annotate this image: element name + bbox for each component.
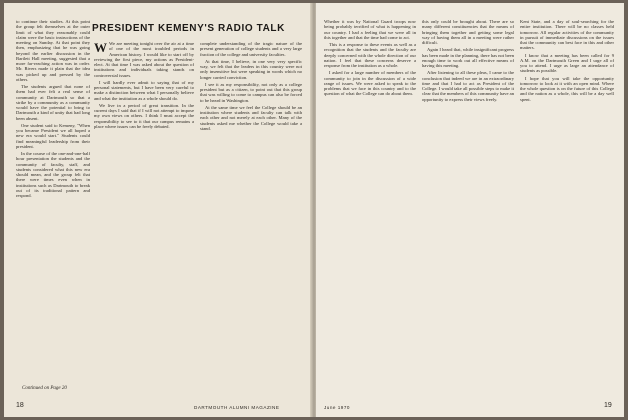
paragraph: At the same time we feel the College should be an institution where students and faculty can talk with each other and not merely at each other. Many of the students asked me whether the College would take a stand. xyxy=(200,104,302,131)
paragraph: W We are meeting tonight over the air at a time of one of the most troubled periods in American history. I would like to start off by reviewing the first piece, my actions as President-elect. At that time I was asked about the question of institutions and individuals taking stands on controversial issues. xyxy=(94,41,194,78)
paragraph: I hope that you will take the opportunity tomorrow to look at it with an open mind. Where the whole question is on the future of this College and the nation as a whole, this will be a day well spent. xyxy=(520,75,614,102)
left-page xyxy=(4,3,312,417)
paragraph: One student said to Kemeny, "When you became President we all hoped a new era would start." Students could find meaningful leadership from their president. xyxy=(16,122,90,149)
left-column-3 xyxy=(200,41,302,397)
magazine-name: DARTMOUTH ALUMNI MAGAZINE xyxy=(194,405,280,410)
paragraph: In the course of the one-and-one-half hour presentation the students and the community of faculty, staff, and students considered what this new era should mean, and the group felt that there were times even when in institutions such as Dartmouth to break out of its traditional pattern and respond. xyxy=(16,151,90,198)
article-title: PRESIDENT KEMENY'S RADIO TALK xyxy=(92,23,285,34)
continued-note: Continued on Page 20 xyxy=(22,386,67,391)
paragraph: I see it as my responsibility, not only as a college president but as a citizen, to point out that this group that was willing to come to campus can also be forced to be heard in Washington. xyxy=(200,81,302,103)
right-column-3 xyxy=(520,19,614,397)
paragraph: We live in a period of great transition. In the current days I said that if I will not attempt to impose my own views on others. I think I must accept the responsibility to see to it that our campus remains a place where issues can be freely debated. xyxy=(94,102,194,129)
paragraph: I know that a meeting has been called for 9 A.M. on the Dartmouth Green and I urge all of you to attend. I urge as large an attendance of students as possible. xyxy=(520,52,614,74)
right-column-1 xyxy=(324,19,416,397)
paragraph: to continue their studies. At this point the group felt themselves at the outer limit of what they reasonably could claim were the basic instructions of the meeting on Sunday. At that point they then, emphasizing that he was going beyond the earlier discussion in the Bartlett Hall meeting, suggested that a more far-reaching action was in order. Mr. Rivers made it plain that the idea was picked up and pressed by the others. xyxy=(16,19,90,82)
right-column-2 xyxy=(422,19,514,397)
magazine-spread xyxy=(4,3,624,417)
paragraph: The students argued that none of them had ever felt a real sense of community at Dartmouth so that a strike by a community as a community would have the potential to bring to Dartmouth a kind of unity that had long been absent. xyxy=(16,84,90,121)
paragraph: I asked for a large number of members of the community to join in the discussion of a wide range of issues. We were asked to speak to the problems that we face in this country and to the question of what the College can do about them. xyxy=(324,70,416,97)
drop-cap: W xyxy=(94,41,107,55)
issue-date: June 1970 xyxy=(324,405,350,410)
paragraph: After listening to all these pleas, I came to the conclusion that indeed we are in an extraordinary time and that I had to act as President of the College. I would take all possible steps to make it clear that the members of this community have an opportunity to express their views freely. xyxy=(422,70,514,102)
paragraph: Again I heard that, while insignificant progress has been made in the planning, there has not been enough time to work out all effective means of having this meeting. xyxy=(422,47,514,68)
paragraph: Whether it was by National Guard troops now being probably terrified of what is happening in our country. I had a feeling that we were all in this together and that the time had come to act. xyxy=(324,19,416,40)
paragraph: this only could be brought about. There are so many different constituencies that the means of bringing them together and getting some legal way of having them all in a meeting were rather difficult. xyxy=(422,19,514,45)
left-column-1 xyxy=(16,19,90,385)
right-page xyxy=(316,3,624,417)
page-number-right: 19 xyxy=(604,402,612,409)
paragraph: This is a response to these events as well as a recognition that the students and the faculty are deeply concerned with the whole direction of our nation. I feel that these concerns deserve a response from the institution as a whole. xyxy=(324,42,416,68)
paragraph: Kent State, and a day of soul-searching for the entire institution. There will be no classes held tomorrow. All regular activities of the community in pursuit of immediate discussions on the issues that the community can best face in this and other matters. xyxy=(520,19,614,51)
page-number-left: 18 xyxy=(16,402,24,409)
paragraph: At that time, I believe, in one very very specific way, we felt that the leaders in this country were not only insensitive but were speaking in words which no longer carried conviction. xyxy=(200,58,302,80)
paragraph: I will hardly ever admit to saying that of my personal statements, but I have been very careful to make a distinction between what I personally believe and what the institution as a whole should do. xyxy=(94,79,194,101)
left-column-2 xyxy=(94,41,194,397)
paragraph: complete understanding of the tragic nature of the present generation of college students and a very large fraction of the college and university faculties. xyxy=(200,41,302,57)
